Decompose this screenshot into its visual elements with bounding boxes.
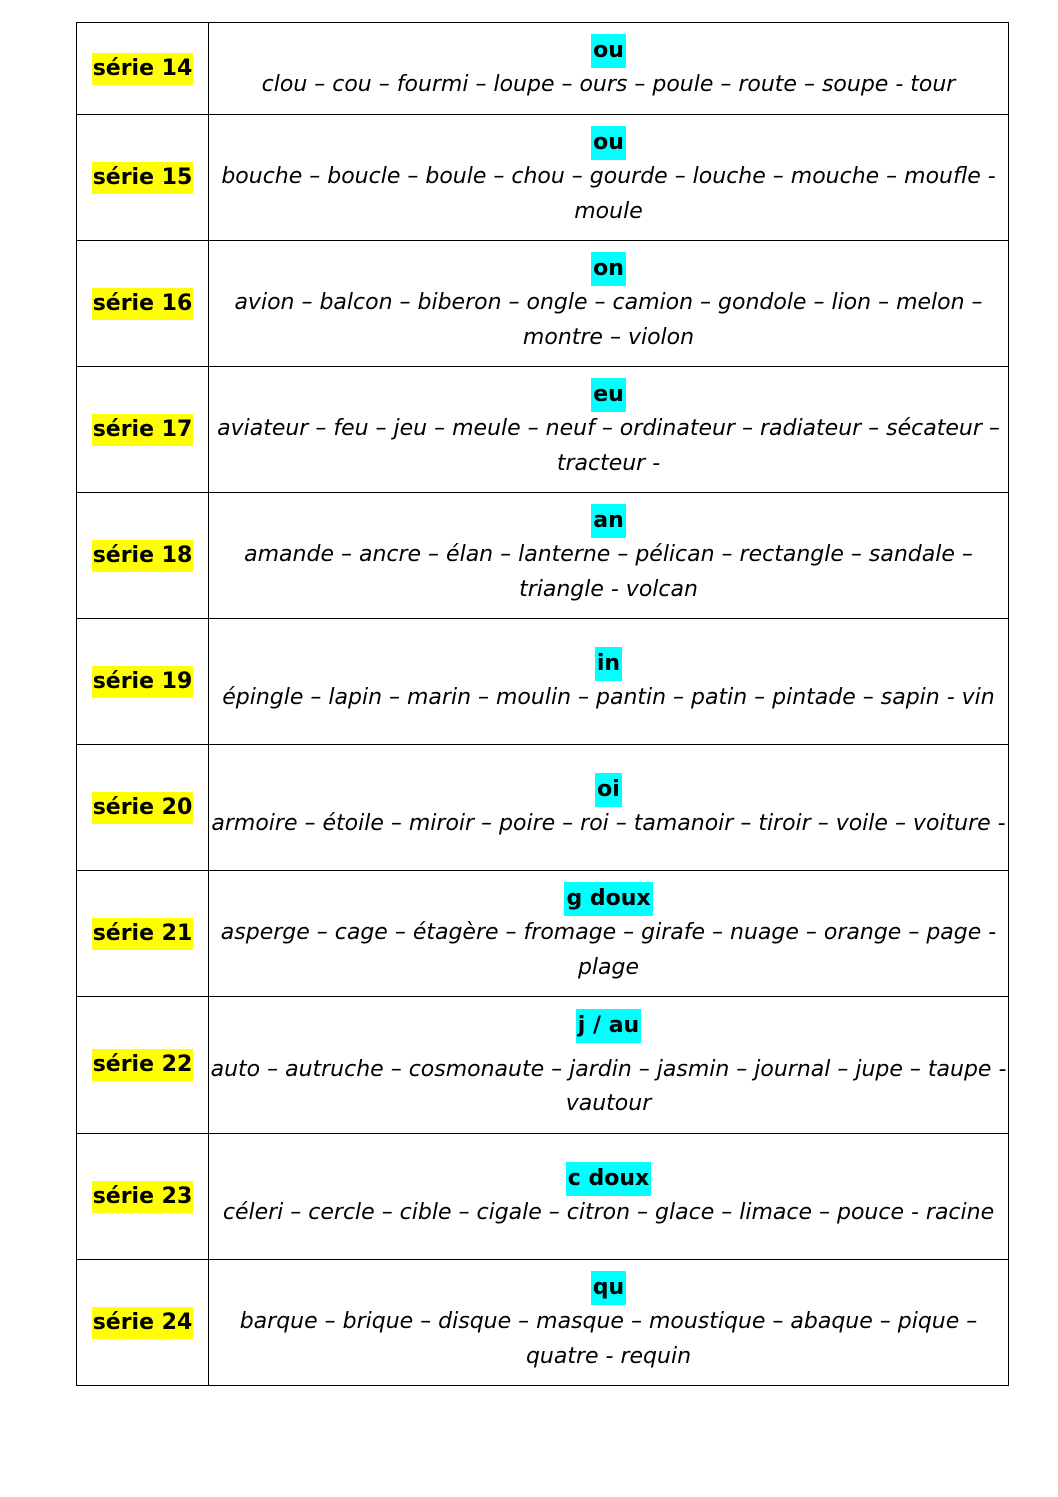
sound-tag: ou [591, 126, 626, 160]
table-row [77, 115, 1009, 241]
sound-tag: eu [591, 378, 626, 412]
serie-label-cell [77, 997, 209, 1134]
serie-label-cell [77, 745, 209, 871]
serie-content-cell [209, 115, 1009, 241]
word-list: barque – brique – disque – masque – moustique – abaque – pique – quatre - requin [239, 1309, 978, 1369]
sound-tag: c doux [566, 1162, 651, 1196]
word-list: armoire – étoile – miroir – poire – roi – tamanoir – tiroir – voile – voiture - [211, 811, 1006, 837]
serie-content-cell [209, 1134, 1009, 1260]
table-row [77, 997, 1009, 1134]
serie-label: série 23 [92, 1181, 194, 1213]
table-row [77, 619, 1009, 745]
word-list: asperge – cage – étagère – fromage – girafe – nuage – orange – page - plage [220, 920, 997, 980]
word-list: clou – cou – fourmi – loupe – ours – poule – route – soupe - tour [261, 72, 956, 98]
serie-content-cell [209, 619, 1009, 745]
serie-label: série 14 [92, 53, 194, 85]
table-row [77, 241, 1009, 367]
sound-tag: in [595, 647, 622, 681]
serie-content-cell [209, 745, 1009, 871]
serie-content-cell [209, 871, 1009, 997]
serie-content-cell [209, 493, 1009, 619]
sound-tag: ou [591, 34, 626, 68]
sound-tag: oi [595, 773, 622, 807]
serie-label: série 20 [92, 792, 194, 824]
word-list: aviateur – feu – jeu – meule – neuf – ordinateur – radiateur – sécateur – tracteur - [217, 416, 1000, 476]
table-row [77, 23, 1009, 115]
word-list: épingle – lapin – marin – moulin – pantin – patin – pintade – sapin - vin [222, 685, 995, 711]
serie-content-cell [209, 367, 1009, 493]
serie-label-cell [77, 1260, 209, 1386]
serie-label: série 16 [92, 288, 194, 320]
word-list: bouche – boucle – boule – chou – gourde – louche – mouche – moufle - moule [221, 164, 996, 224]
word-list: auto – autruche – cosmonaute – jardin – jasmin – journal – jupe – taupe - vautour [210, 1056, 1007, 1116]
table-row [77, 871, 1009, 997]
serie-label-cell [77, 115, 209, 241]
serie-label-cell [77, 871, 209, 997]
serie-label: série 17 [92, 414, 194, 446]
serie-label-cell [77, 367, 209, 493]
word-list: céleri – cercle – cible – cigale – citron – glace – limace – pouce - racine [222, 1200, 995, 1226]
serie-content-cell [209, 997, 1009, 1134]
serie-content-cell [209, 1260, 1009, 1386]
serie-label: série 19 [92, 666, 194, 698]
sound-tag: on [591, 252, 626, 286]
table-row [77, 493, 1009, 619]
serie-content-cell [209, 23, 1009, 115]
table-row [77, 1134, 1009, 1260]
serie-label: série 22 [92, 1049, 194, 1081]
serie-label-cell [77, 619, 209, 745]
serie-content-cell [209, 241, 1009, 367]
sound-tag: an [591, 504, 626, 538]
serie-label: série 21 [92, 918, 194, 950]
serie-label: série 24 [92, 1307, 194, 1339]
table-row [77, 1260, 1009, 1386]
sound-tag: g doux [564, 882, 652, 916]
serie-label: série 15 [92, 162, 194, 194]
table-row [77, 367, 1009, 493]
serie-label: série 18 [92, 540, 194, 572]
serie-label-cell [77, 23, 209, 115]
table-row [77, 745, 1009, 871]
word-list: amande – ancre – élan – lanterne – pélican – rectangle – sandale – triangle - volcan [244, 542, 973, 602]
sound-tag: qu [591, 1271, 626, 1305]
serie-label-cell [77, 493, 209, 619]
serie-label-cell [77, 241, 209, 367]
sound-tag: j / au [576, 1009, 641, 1043]
series-table [76, 22, 1009, 1386]
word-list: avion – balcon – biberon – ongle – camion – gondole – lion – melon – montre – violon [234, 290, 983, 350]
serie-label-cell [77, 1134, 209, 1260]
